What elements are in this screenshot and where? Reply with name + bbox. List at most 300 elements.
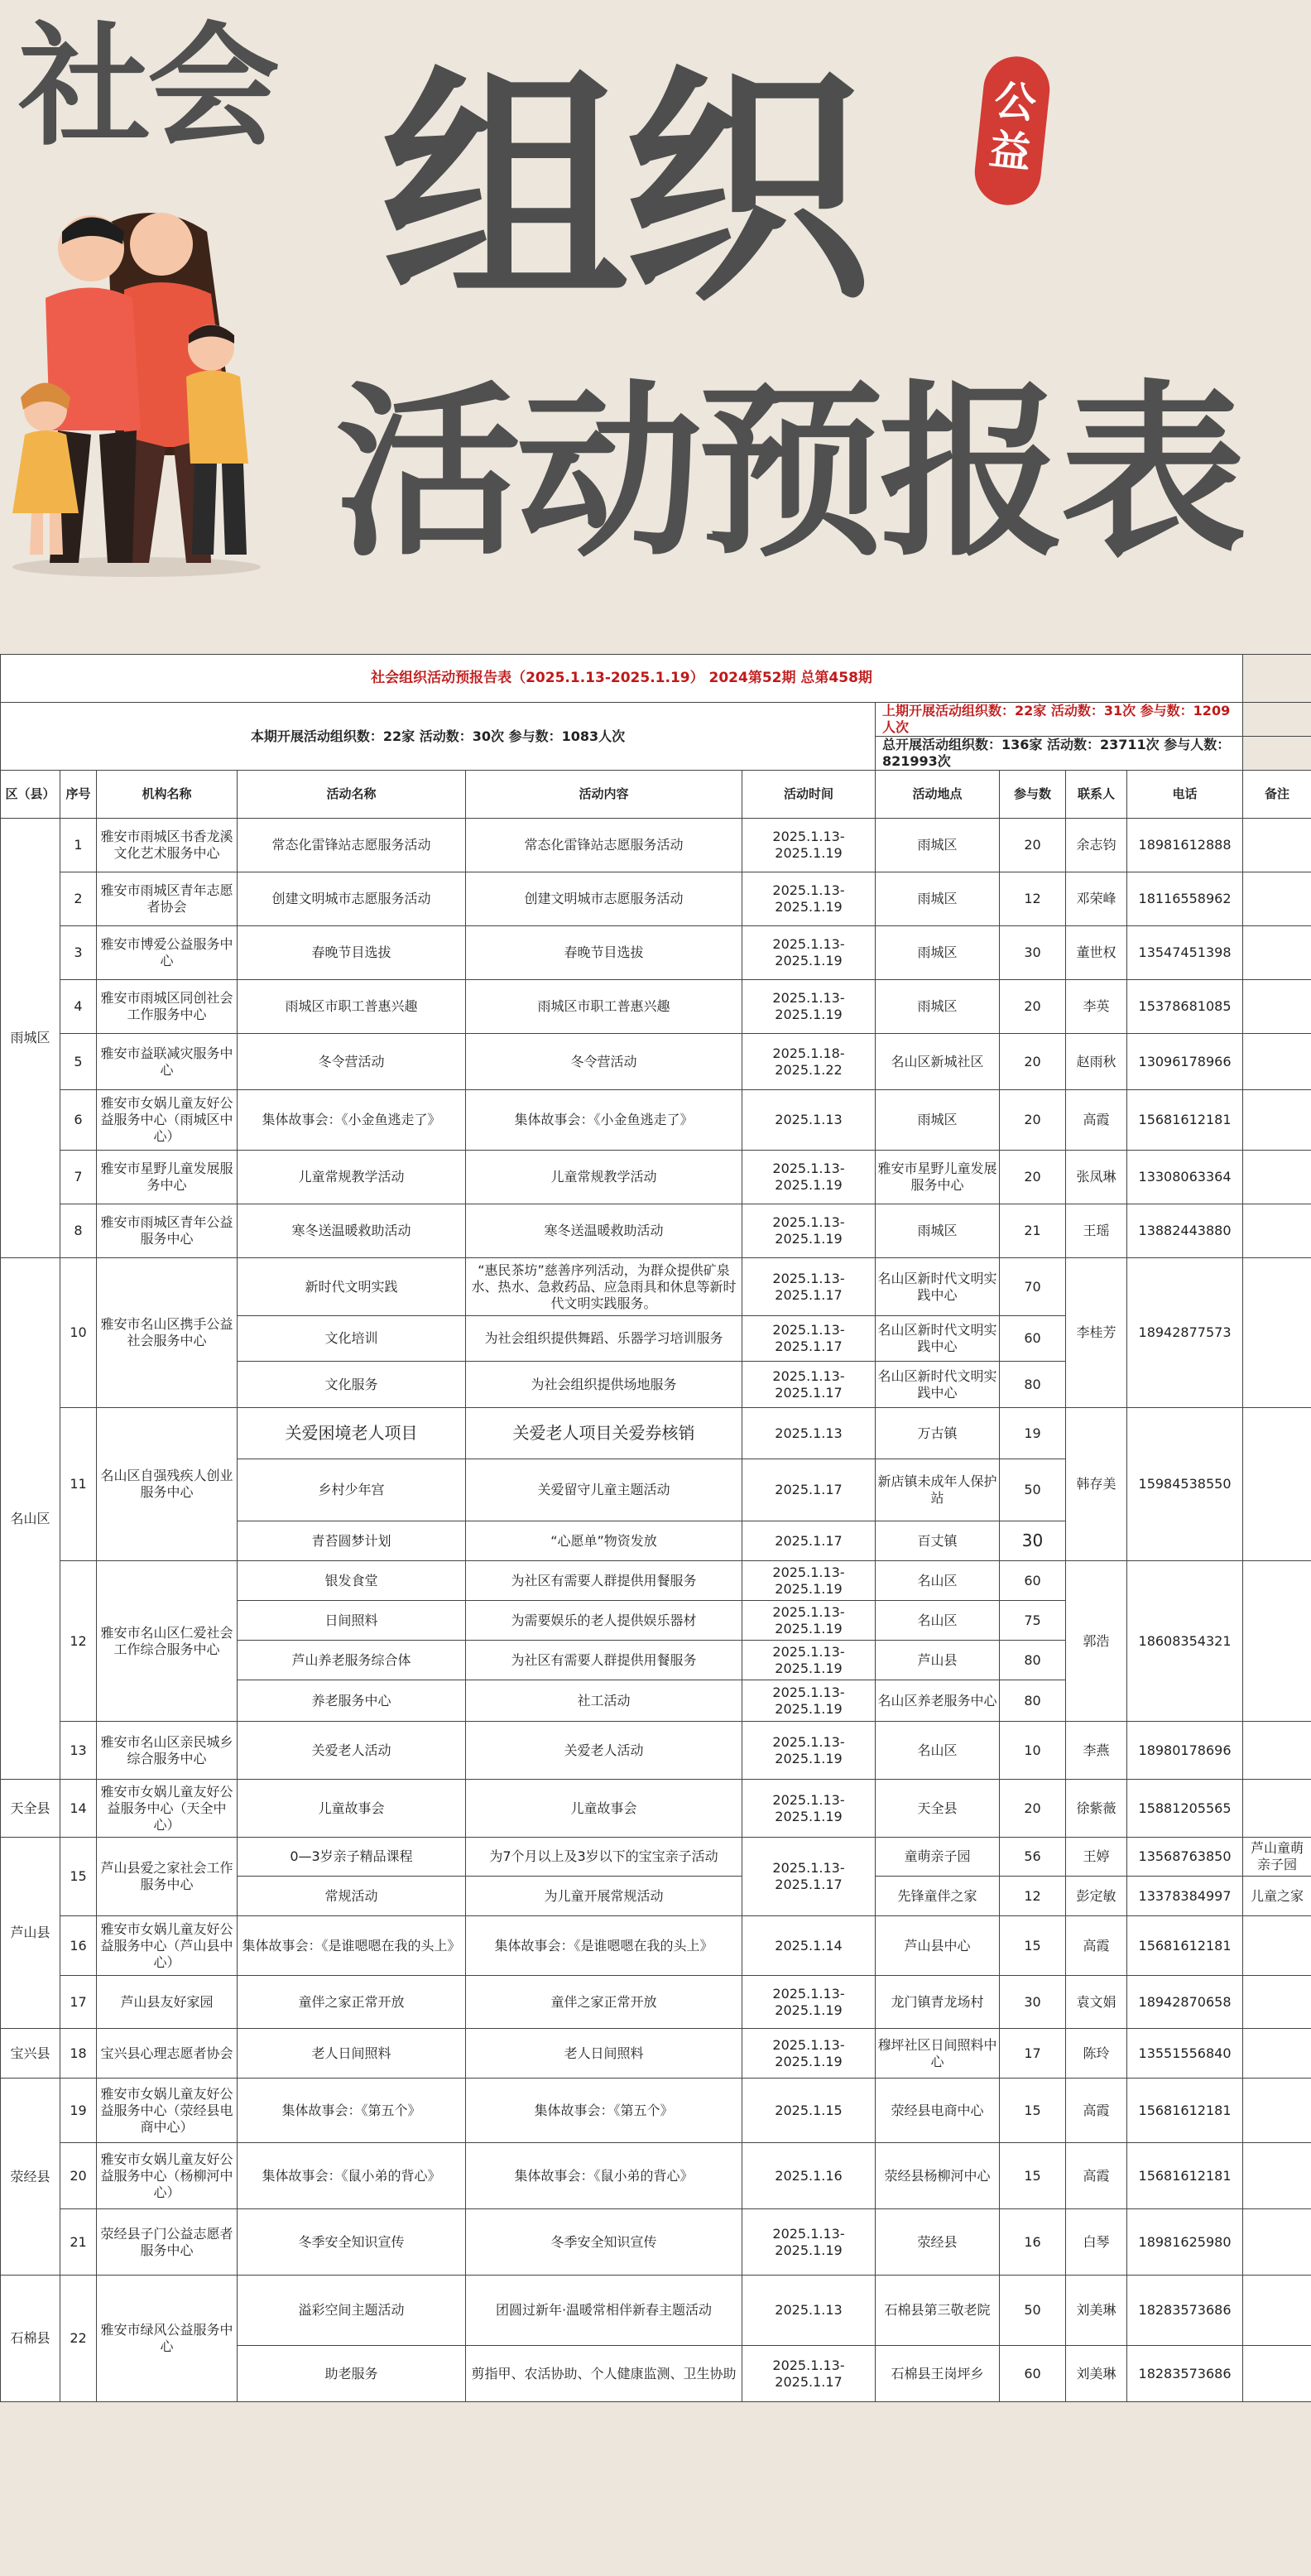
table-row [1,2143,1311,2209]
table-row [1,2209,1311,2276]
seq-cell: 19 [60,2079,97,2143]
contact-cell: 王婷 [1066,1838,1127,1877]
table-row [1,1561,1311,1601]
time-cell: 2025.1.13-2025.1.17 [742,1258,876,1316]
activity-name-cell: 关爱老人活动 [238,1722,466,1780]
place-cell: 雨城区 [876,1090,1000,1151]
place-cell: 雨城区 [876,926,1000,980]
activity-content-cell: 儿童故事会 [466,1780,742,1838]
phone-cell: 18942877573 [1127,1258,1243,1408]
count-cell: 20 [1000,1034,1066,1090]
time-cell: 2025.1.13-2025.1.19 [742,926,876,980]
phone-cell: 18608354321 [1127,1561,1243,1722]
current-summary: 本期开展活动组织数：22家 活动数：30次 参与数：1083人次 [1,703,876,771]
time-cell: 2025.1.15 [742,2079,876,2143]
phone-cell: 15681612181 [1127,1090,1243,1151]
activity-name-cell: 青苔圆梦计划 [238,1521,466,1561]
place-cell: 雨城区 [876,980,1000,1034]
activity-name-cell: 集体故事会：《鼠小弟的背心》 [238,2143,466,2209]
phone-cell: 18942870658 [1127,1976,1243,2029]
org-cell: 雅安市女娲儿童友好公益服务中心（荥经县电商中心） [97,2079,238,2143]
note-cell [1243,1916,1311,1976]
district-cell: 雨城区 [1,819,60,1258]
phone-cell: 13378384997 [1127,1877,1243,1916]
count-cell: 30 [1000,926,1066,980]
activity-content-cell: 关爱老人项目关爱券核销 [466,1408,742,1459]
phone-cell: 18980178696 [1127,1722,1243,1780]
count-cell: 80 [1000,1641,1066,1680]
note-cell [1243,872,1311,926]
count-cell: 70 [1000,1258,1066,1316]
table-row [1,1408,1311,1459]
org-cell: 荥经县子门公益志愿者服务中心 [97,2209,238,2276]
col-contact: 联系人 [1066,771,1127,819]
phone-cell: 18283573686 [1127,2346,1243,2402]
activity-name-cell: 寒冬送温暖救助活动 [238,1204,466,1258]
phone-cell: 15881205565 [1127,1780,1243,1838]
activity-content-cell: 冬令营活动 [466,1034,742,1090]
place-cell: 名山区新时代文明实践中心 [876,1258,1000,1316]
table-row [1,2079,1311,2143]
count-cell: 50 [1000,1459,1066,1521]
place-cell: 雅安市星野儿童发展服务中心 [876,1151,1000,1204]
count-cell: 15 [1000,2143,1066,2209]
place-cell: 名山区新时代文明实践中心 [876,1316,1000,1362]
activity-name-cell: 雨城区市职工普惠兴趣 [238,980,466,1034]
seq-cell: 2 [60,872,97,926]
activity-name-cell: 关爱困境老人项目 [238,1408,466,1459]
time-cell: 2025.1.13 [742,1408,876,1459]
org-cell: 雅安市女娲儿童友好公益服务中心（杨柳河中心） [97,2143,238,2209]
activity-content-cell: 关爱留守儿童主题活动 [466,1459,742,1521]
activity-content-cell: 集体故事会：《小金鱼逃走了》 [466,1090,742,1151]
seq-cell: 15 [60,1838,97,1916]
org-cell: 雅安市益联减灾服务中心 [97,1034,238,1090]
contact-cell: 彭定敏 [1066,1877,1127,1916]
blank-cell [1243,703,1311,737]
time-cell: 2025.1.14 [742,1916,876,1976]
activity-name-cell: 银发食堂 [238,1561,466,1601]
activity-content-cell: 为社会组织提供场地服务 [466,1362,742,1408]
contact-cell: 刘美琳 [1066,2346,1127,2402]
note-cell [1243,1034,1311,1090]
contact-cell: 李英 [1066,980,1127,1034]
activity-content-cell: 剪指甲、农活协助、个人健康监测、卫生协助 [466,2346,742,2402]
note-cell [1243,1722,1311,1780]
table-row [1,1204,1311,1258]
phone-cell: 18116558962 [1127,872,1243,926]
activity-name-cell: 集体故事会：《小金鱼逃走了》 [238,1090,466,1151]
activity-content-cell: 为社区有需要人群提供用餐服务 [466,1641,742,1680]
org-cell: 芦山县爱之家社会工作服务中心 [97,1838,238,1916]
count-cell: 19 [1000,1408,1066,1459]
time-cell: 2025.1.13-2025.1.19 [742,2029,876,2079]
activity-forecast-table [0,654,1311,2402]
col-phone: 电话 [1127,771,1243,819]
contact-cell: 余志钧 [1066,819,1127,872]
place-cell: 名山区 [876,1561,1000,1601]
phone-cell: 15681612181 [1127,2079,1243,2143]
district-cell: 荥经县 [1,2079,60,2276]
activity-content-cell: 童伴之家正常开放 [466,1976,742,2029]
org-cell: 雅安市星野儿童发展服务中心 [97,1151,238,1204]
time-cell: 2025.1.18-2025.1.22 [742,1034,876,1090]
activity-name-cell: 童伴之家正常开放 [238,1976,466,2029]
contact-cell: 高霞 [1066,1916,1127,1976]
org-cell: 雅安市名山区携手公益社会服务中心 [97,1258,238,1408]
total-summary: 总开展活动组织数：136家 活动数：23711次 参与人数：821993次 [876,737,1243,771]
table-row [1,1258,1311,1316]
count-cell: 75 [1000,1601,1066,1641]
table-row [1,2029,1311,2079]
contact-cell: 韩存美 [1066,1408,1127,1561]
count-cell: 56 [1000,1838,1066,1877]
note-cell [1243,819,1311,872]
place-cell: 名山区 [876,1722,1000,1780]
contact-cell: 郭浩 [1066,1561,1127,1722]
table-row [1,1916,1311,1976]
seq-cell: 18 [60,2029,97,2079]
place-cell: 荥经县杨柳河中心 [876,2143,1000,2209]
place-cell: 雨城区 [876,819,1000,872]
contact-cell: 刘美琳 [1066,2276,1127,2346]
count-cell: 20 [1000,1151,1066,1204]
activity-name-cell: 常规活动 [238,1877,466,1916]
activity-content-cell: 为社会组织提供舞蹈、乐器学习培训服务 [466,1316,742,1362]
table-row [1,1722,1311,1780]
seq-cell: 11 [60,1408,97,1561]
activity-name-cell: 0—3岁亲子精品课程 [238,1838,466,1877]
seq-cell: 17 [60,1976,97,2029]
time-cell: 2025.1.13-2025.1.19 [742,1561,876,1601]
col-activity-name: 活动名称 [238,771,466,819]
place-cell: 雨城区 [876,872,1000,926]
table-row [1,1034,1311,1090]
activity-content-cell: 创建文明城市志愿服务活动 [466,872,742,926]
activity-name-cell: 集体故事会：《是谁嗯嗯在我的头上》 [238,1916,466,1976]
activity-name-cell: 文化培训 [238,1316,466,1362]
place-cell: 先锋童伴之家 [876,1877,1000,1916]
time-cell: 2025.1.13-2025.1.19 [742,1601,876,1641]
note-cell [1243,1204,1311,1258]
time-cell: 2025.1.17 [742,1459,876,1521]
time-cell: 2025.1.13-2025.1.17 [742,1838,876,1916]
place-cell: 万古镇 [876,1408,1000,1459]
seq-cell: 7 [60,1151,97,1204]
contact-cell: 高霞 [1066,2143,1127,2209]
note-cell [1243,2209,1311,2276]
col-count: 参与数 [1000,771,1066,819]
contact-cell: 李桂芳 [1066,1258,1127,1408]
place-cell: 雨城区 [876,1204,1000,1258]
activity-name-cell: 老人日间照料 [238,2029,466,2079]
time-cell: 2025.1.13-2025.1.19 [742,1641,876,1680]
time-cell: 2025.1.13-2025.1.17 [742,1316,876,1362]
activity-content-cell: 春晚节目选拔 [466,926,742,980]
activity-content-cell: 冬季安全知识宣传 [466,2209,742,2276]
seq-cell: 12 [60,1561,97,1722]
org-cell: 雅安市名山区仁爱社会工作综合服务中心 [97,1561,238,1722]
table-row [1,980,1311,1034]
time-cell: 2025.1.13-2025.1.19 [742,872,876,926]
report-title: 社会组织活动预报告表（2025.1.13-2025.1.19） 2024第52期 总第458期 [1,655,1243,703]
col-place: 活动地点 [876,771,1000,819]
activity-content-cell: 关爱老人活动 [466,1722,742,1780]
district-cell: 宝兴县 [1,2029,60,2079]
activity-content-cell: 老人日间照料 [466,2029,742,2079]
col-time: 活动时间 [742,771,876,819]
previous-summary: 上期开展活动组织数：22家 活动数：31次 参与数：1209人次 [876,703,1243,737]
org-cell: 雅安市名山区亲民城乡综合服务中心 [97,1722,238,1780]
contact-cell: 高霞 [1066,2079,1127,2143]
count-cell: 15 [1000,1916,1066,1976]
time-cell: 2025.1.13-2025.1.19 [742,980,876,1034]
contact-cell: 陈玲 [1066,2029,1127,2079]
activity-content-cell: 集体故事会：《鼠小弟的背心》 [466,2143,742,2209]
time-cell: 2025.1.16 [742,2143,876,2209]
count-cell: 15 [1000,2079,1066,2143]
activity-name-cell: 冬令营活动 [238,1034,466,1090]
note-cell [1243,926,1311,980]
org-cell: 雅安市雨城区青年公益服务中心 [97,1204,238,1258]
time-cell: 2025.1.13-2025.1.19 [742,819,876,872]
place-cell: 名山区新城社区 [876,1034,1000,1090]
activity-name-cell: 新时代文明实践 [238,1258,466,1316]
place-cell: 荥经县 [876,2209,1000,2276]
place-cell: 芦山县中心 [876,1916,1000,1976]
phone-cell: 18981625980 [1127,2209,1243,2276]
place-cell: 天全县 [876,1780,1000,1838]
note-cell [1243,1090,1311,1151]
contact-cell: 高霞 [1066,1090,1127,1151]
seq-cell: 13 [60,1722,97,1780]
seq-cell: 6 [60,1090,97,1151]
contact-cell: 袁文娟 [1066,1976,1127,2029]
phone-cell: 15984538550 [1127,1408,1243,1561]
time-cell: 2025.1.13-2025.1.17 [742,2346,876,2402]
note-cell [1243,2029,1311,2079]
activity-content-cell: 常态化雷锋站志愿服务活动 [466,819,742,872]
seq-cell: 20 [60,2143,97,2209]
count-cell: 30 [1000,1976,1066,2029]
count-cell: 12 [1000,872,1066,926]
activity-name-cell: 创建文明城市志愿服务活动 [238,872,466,926]
place-cell: 石棉县王岗坪乡 [876,2346,1000,2402]
table-row [1,2276,1311,2346]
phone-cell: 15681612181 [1127,2143,1243,2209]
time-cell: 2025.1.13-2025.1.19 [742,1780,876,1838]
activity-name-cell: 养老服务中心 [238,1680,466,1722]
seq-cell: 21 [60,2209,97,2276]
org-cell: 宝兴县心理志愿者协会 [97,2029,238,2079]
org-cell: 名山区自强残疾人创业服务中心 [97,1408,238,1561]
activity-content-cell: 寒冬送温暖救助活动 [466,1204,742,1258]
place-cell: 名山区 [876,1601,1000,1641]
time-cell: 2025.1.13-2025.1.17 [742,1362,876,1408]
activity-content-cell: 为需要娱乐的老人提供娱乐器材 [466,1601,742,1641]
time-cell: 2025.1.13-2025.1.19 [742,1976,876,2029]
table-row [1,1976,1311,2029]
activity-name-cell: 春晚节目选拔 [238,926,466,980]
activity-name-cell: 乡村少年宫 [238,1459,466,1521]
activity-content-cell: 儿童常规教学活动 [466,1151,742,1204]
note-cell [1243,1780,1311,1838]
district-cell: 天全县 [1,1780,60,1838]
count-cell: 12 [1000,1877,1066,1916]
count-cell: 60 [1000,1316,1066,1362]
place-cell: 石棉县第三敬老院 [876,2276,1000,2346]
table-row [1,1838,1311,1877]
note-cell [1243,2079,1311,2143]
seq-cell: 10 [60,1258,97,1408]
col-note: 备注 [1243,771,1311,819]
count-cell: 80 [1000,1680,1066,1722]
org-cell: 芦山县友好家园 [97,1976,238,2029]
note-cell: 芦山童萌亲子园 [1243,1838,1311,1877]
district-cell: 芦山县 [1,1838,60,2029]
org-cell: 雅安市女娲儿童友好公益服务中心（天全中心） [97,1780,238,1838]
contact-cell: 张凤琳 [1066,1151,1127,1204]
district-cell: 名山区 [1,1258,60,1780]
org-cell: 雅安市女娲儿童友好公益服务中心（雨城区中心） [97,1090,238,1151]
summary-row-previous [1,703,1311,737]
poster-header [0,0,1311,654]
table-row [1,1090,1311,1151]
place-cell: 名山区新时代文明实践中心 [876,1362,1000,1408]
time-cell: 2025.1.13-2025.1.19 [742,1722,876,1780]
note-cell [1243,1408,1311,1561]
activity-content-cell: 为7个月以上及3岁以下的宝宝亲子活动 [466,1838,742,1877]
activity-content-cell: 集体故事会：《第五个》 [466,2079,742,2143]
count-cell: 80 [1000,1362,1066,1408]
contact-cell: 邓荣峰 [1066,872,1127,926]
time-cell: 2025.1.13-2025.1.19 [742,1151,876,1204]
contact-cell: 李燕 [1066,1722,1127,1780]
seq-cell: 3 [60,926,97,980]
seq-cell: 16 [60,1916,97,1976]
time-cell: 2025.1.13 [742,1090,876,1151]
count-cell: 60 [1000,2346,1066,2402]
note-cell [1243,1976,1311,2029]
phone-cell: 15681612181 [1127,1916,1243,1976]
time-cell: 2025.1.17 [742,1521,876,1561]
col-org: 机构名称 [97,771,238,819]
place-cell: 百丈镇 [876,1521,1000,1561]
count-cell: 20 [1000,1780,1066,1838]
poster-title-activity-forecast: 活动预报表 [335,365,1241,582]
phone-cell: 18283573686 [1127,2276,1243,2346]
activity-name-cell: 溢彩空间主题活动 [238,2276,466,2346]
contact-cell: 王瑶 [1066,1204,1127,1258]
activity-content-cell: 为儿童开展常规活动 [466,1877,742,1916]
table-row [1,872,1311,926]
table-row [1,926,1311,980]
time-cell: 2025.1.13 [742,2276,876,2346]
phone-cell: 18981612888 [1127,819,1243,872]
note-cell [1243,1151,1311,1204]
org-cell: 雅安市博爱公益服务中心 [97,926,238,980]
note-cell [1243,2143,1311,2209]
note-cell [1243,2276,1311,2346]
count-cell: 20 [1000,1090,1066,1151]
table-row [1,819,1311,872]
place-cell: 名山区养老服务中心 [876,1680,1000,1722]
table-row [1,1151,1311,1204]
count-cell: 60 [1000,1561,1066,1601]
time-cell: 2025.1.13-2025.1.19 [742,1204,876,1258]
time-cell: 2025.1.13-2025.1.19 [742,2209,876,2276]
activity-content-cell: 社工活动 [466,1680,742,1722]
public-welfare-seal: 公益 [972,53,1053,208]
seq-cell: 22 [60,2276,97,2402]
col-district: 区（县） [1,771,60,819]
count-cell: 30 [1000,1521,1066,1561]
phone-cell: 13096178966 [1127,1034,1243,1090]
count-cell: 50 [1000,2276,1066,2346]
note-cell [1243,1258,1311,1408]
note-cell [1243,2346,1311,2402]
count-cell: 20 [1000,980,1066,1034]
place-cell: 龙门镇青龙场村 [876,1976,1000,2029]
count-cell: 20 [1000,819,1066,872]
place-cell: 新店镇未成年人保护站 [876,1459,1000,1521]
column-header-row [1,771,1311,819]
district-cell: 石棉县 [1,2276,60,2402]
note-cell [1243,980,1311,1034]
activity-name-cell: 常态化雷锋站志愿服务活动 [238,819,466,872]
contact-cell: 赵雨秋 [1066,1034,1127,1090]
activity-name-cell: 集体故事会：《第五个》 [238,2079,466,2143]
phone-cell: 13547451398 [1127,926,1243,980]
place-cell: 穆坪社区日间照料中心 [876,2029,1000,2079]
phone-cell: 13308063364 [1127,1151,1243,1204]
phone-cell: 13551556840 [1127,2029,1243,2079]
blank-cell [1243,655,1311,703]
activity-name-cell: 芦山养老服务综合体 [238,1641,466,1680]
blank-cell [1243,737,1311,771]
activity-name-cell: 儿童故事会 [238,1780,466,1838]
count-cell: 17 [1000,2029,1066,2079]
seq-cell: 8 [60,1204,97,1258]
org-cell: 雅安市雨城区书香龙溪文化艺术服务中心 [97,819,238,872]
place-cell: 芦山县 [876,1641,1000,1680]
activity-content-cell: 雨城区市职工普惠兴趣 [466,980,742,1034]
contact-cell: 徐紫薇 [1066,1780,1127,1838]
place-cell: 荥经县电商中心 [876,2079,1000,2143]
activity-name-cell: 文化服务 [238,1362,466,1408]
count-cell: 10 [1000,1722,1066,1780]
activity-name-cell: 冬季安全知识宣传 [238,2209,466,2276]
table-row [1,1780,1311,1838]
org-cell: 雅安市雨城区青年志愿者协会 [97,872,238,926]
contact-cell: 董世权 [1066,926,1127,980]
seq-cell: 1 [60,819,97,872]
phone-cell: 13882443880 [1127,1204,1243,1258]
poster-title-social: 社会 [18,9,277,164]
note-cell: 儿童之家 [1243,1877,1311,1916]
poster-title-organization: 组织 [381,46,864,334]
seq-cell: 4 [60,980,97,1034]
col-seq: 序号 [60,771,97,819]
place-cell: 童萌亲子园 [876,1838,1000,1877]
org-cell: 雅安市女娲儿童友好公益服务中心（芦山县中心） [97,1916,238,1976]
col-activity-content: 活动内容 [466,771,742,819]
activity-name-cell: 日间照料 [238,1601,466,1641]
activity-content-cell: 为社区有需要人群提供用餐服务 [466,1561,742,1601]
time-cell: 2025.1.13-2025.1.19 [742,1680,876,1722]
note-cell [1243,1561,1311,1722]
activity-content-cell: 集体故事会：《是谁嗯嗯在我的头上》 [466,1916,742,1976]
